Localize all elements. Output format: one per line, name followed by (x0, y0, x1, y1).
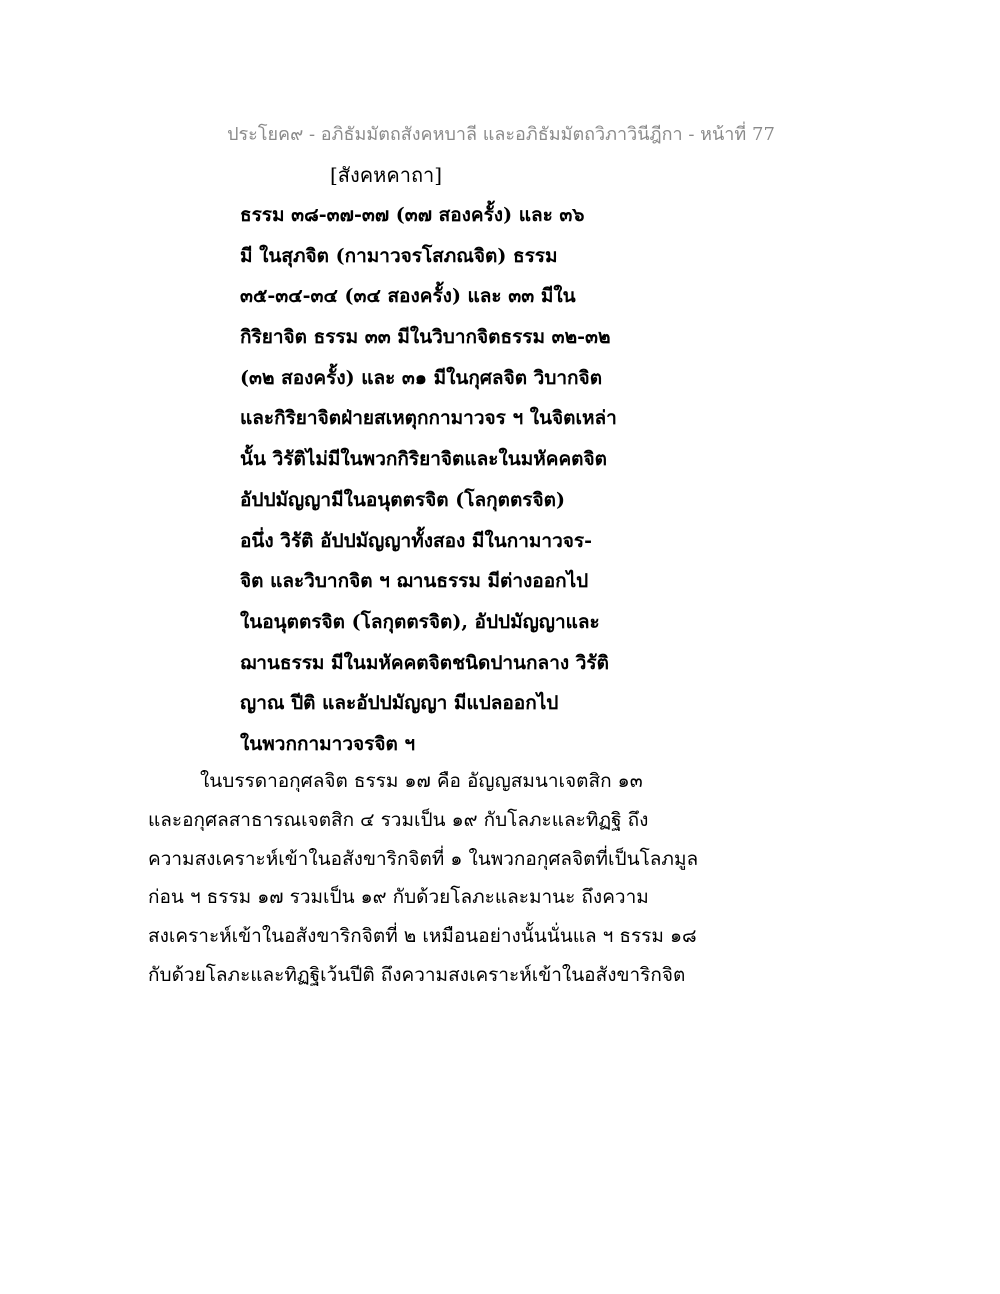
prose-line: ในบรรดาอกุศลจิต ธรรม ๑๗ คือ อัญญสมนาเจตสิก ๑๓ (200, 770, 643, 792)
verse-line: ญาณ ปีติ และอัปปมัญญา มีแปลออกไป (240, 692, 559, 715)
prose-line: กับด้วยโลภะและทิฏฐิเว้นปีติ ถึงความสงเคราะห์เข้าในอสังขาริกจิต (148, 963, 686, 986)
verse-line: ฌานธรรม มีในมหัคคตจิตชนิดปานกลาง วิรัติ (240, 651, 609, 674)
prose-line: สงเคราะห์เข้าในอสังขาริกจิตที่ ๒ เหมือนอย่างนั้นนั่นแล ฯ ธรรม ๑๘ (148, 925, 697, 948)
verse-line: นั้น วิรัติไม่มีในพวกกิริยาจิตและในมหัคคตจิต (240, 448, 607, 471)
verse-line: ในอนุตตรจิต (โลกุตตรจิต), อัปปมัญญาและ (240, 610, 600, 633)
verse-block (240, 199, 617, 769)
verse-line: อนึ่ง วิรัติ อัปปมัญญาทั้งสอง มีในกามาวจร- (240, 529, 592, 552)
verse-line: ๓๕-๓๔-๓๔ (๓๔ สองครั้ง) และ ๓๓ มีใน (240, 285, 576, 308)
running-header: ประโยค๙ - อภิธัมมัตถสังคหบาลี และอภิธัมมัตถวิภาวินีฎีกา - หน้าที่ 77 (227, 124, 775, 145)
prose-line: และอกุศลสาธารณเจตสิก ๔ รวมเป็น ๑๙ กับโลภะและทิฏฐิ ถึง (148, 808, 649, 831)
section-heading: [สังคหคาถา] (330, 163, 443, 187)
verse-line: และกิริยาจิตฝ่ายสเหตุกกามาวจร ฯ ในจิตเหล่า (240, 407, 617, 430)
verse-line: อัปปมัญญามีในอนุตตรจิต (โลกุตตรจิต) (240, 488, 565, 511)
verse-line: ธรรม ๓๘-๓๗-๓๗ (๓๗ สองครั้ง) และ ๓๖ (240, 204, 585, 226)
prose-line: ความสงเคราะห์เข้าในอสังขาริกจิตที่ ๑ ในพวกอกุศลจิตที่เป็นโลภมูล (148, 847, 699, 870)
verse-line: กิริยาจิต ธรรม ๓๓ มีในวิบากจิตธรรม ๓๒-๓๒ (240, 326, 611, 349)
verse-line: มี ในสุภจิต (กามาวจรโสภณจิต) ธรรม (240, 244, 558, 267)
verse-line: (๓๒ สองครั้ง) และ ๓๑ มีในกุศลจิต วิบากจิต (240, 366, 603, 389)
prose-paragraph (148, 765, 698, 998)
verse-line: ในพวกกามาวจรจิต ฯ (240, 732, 416, 755)
prose-line: ก่อน ฯ ธรรม ๑๗ รวมเป็น ๑๙ กับด้วยโลภะและมานะ ถึงความ (148, 886, 649, 909)
verse-line: จิต และวิบากจิต ฯ ฌานธรรม มีต่างออกไป (240, 570, 589, 593)
